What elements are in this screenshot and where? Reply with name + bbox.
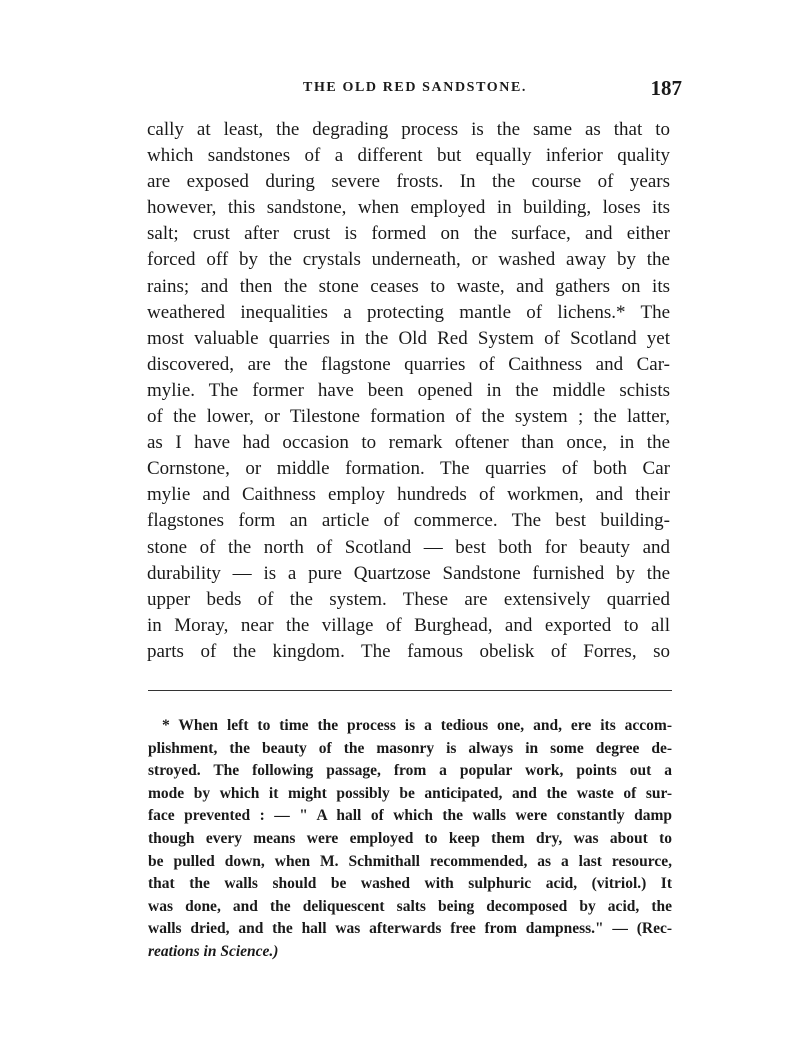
body-line: stone of the north of Scotland — best both for beauty and — [147, 536, 670, 558]
body-line: upper beds of the system. These are extensively quarried — [147, 588, 670, 610]
body-line: Cornstone, or middle formation. The quarries of both Car — [147, 458, 670, 480]
footnote-citation: reations in Science.) — [148, 942, 279, 960]
body-line: rains; and then the stone ceases to waste, and gathers on its — [147, 275, 670, 297]
footnote-line: though every means were employed to keep them dry, was about to — [148, 829, 672, 847]
body-line: forced off by the crystals underneath, or washed away by the — [147, 249, 670, 271]
body-line: in Moray, near the village of Burghead, and exported to all — [147, 614, 670, 636]
body-line: mylie. The former have been opened in the middle schists — [147, 379, 670, 401]
body-line: cally at least, the degrading process is the same as that to — [147, 119, 670, 140]
body-line: mylie and Caithness employ hundreds of workmen, and their — [147, 484, 670, 506]
footnote-line: was done, and the deliquescent salts being decomposed by acid, the — [148, 897, 672, 915]
body-line: weathered inequalities a protecting mantle of lichens.* The — [147, 301, 670, 323]
footnote-line: walls dried, and the hall was afterwards free from dampness." — (Rec- — [148, 920, 672, 938]
footnote-line: that the walls should be washed with sulphuric acid, (vitriol.) It — [148, 875, 672, 893]
body-line: as I have had occasion to remark oftener than once, in the — [147, 432, 670, 454]
footnote — [148, 715, 672, 964]
body-line: which sandstones of a different but equally inferior quality — [147, 145, 670, 167]
body-text — [147, 117, 670, 665]
body-line: discovered, are the flagstone quarries of Caithness and Car- — [147, 353, 670, 375]
footnote-line: * When left to time the process is a tedious one, and, ere its accom- — [162, 717, 672, 734]
running-title: THE OLD RED SANDSTONE. — [303, 80, 527, 95]
page-number: 187 — [650, 76, 682, 100]
footnote-divider — [148, 690, 672, 691]
footnote-line: face prevented : — " A hall of which the walls were constantly damp — [148, 807, 672, 825]
footnote-line: be pulled down, when M. Schmithall recommended, as a last resource, — [148, 852, 672, 870]
footnote-line: mode by which it might possibly be anticipated, and the waste of sur- — [148, 784, 672, 802]
body-line: flagstones form an article of commerce. The best building- — [147, 510, 670, 532]
body-line: durability — is a pure Quartzose Sandstone furnished by the — [147, 562, 670, 584]
running-head — [150, 78, 680, 102]
body-line: of the lower, or Tilestone formation of the system ; the latter, — [147, 406, 670, 428]
body-line: are exposed during severe frosts. In the course of years — [147, 171, 670, 193]
body-line: most valuable quarries in the Old Red System of Scotland yet — [147, 327, 670, 349]
body-line: parts of the kingdom. The famous obelisk of Forres, so — [147, 640, 670, 662]
footnote-line: plishment, the beauty of the masonry is always in some degree de- — [148, 739, 672, 757]
body-line: salt; crust after crust is formed on the surface, and either — [147, 223, 670, 245]
body-line: however, this sandstone, when employed in building, loses its — [147, 197, 670, 219]
footnote-line: stroyed. The following passage, from a popular work, points out a — [148, 762, 672, 780]
